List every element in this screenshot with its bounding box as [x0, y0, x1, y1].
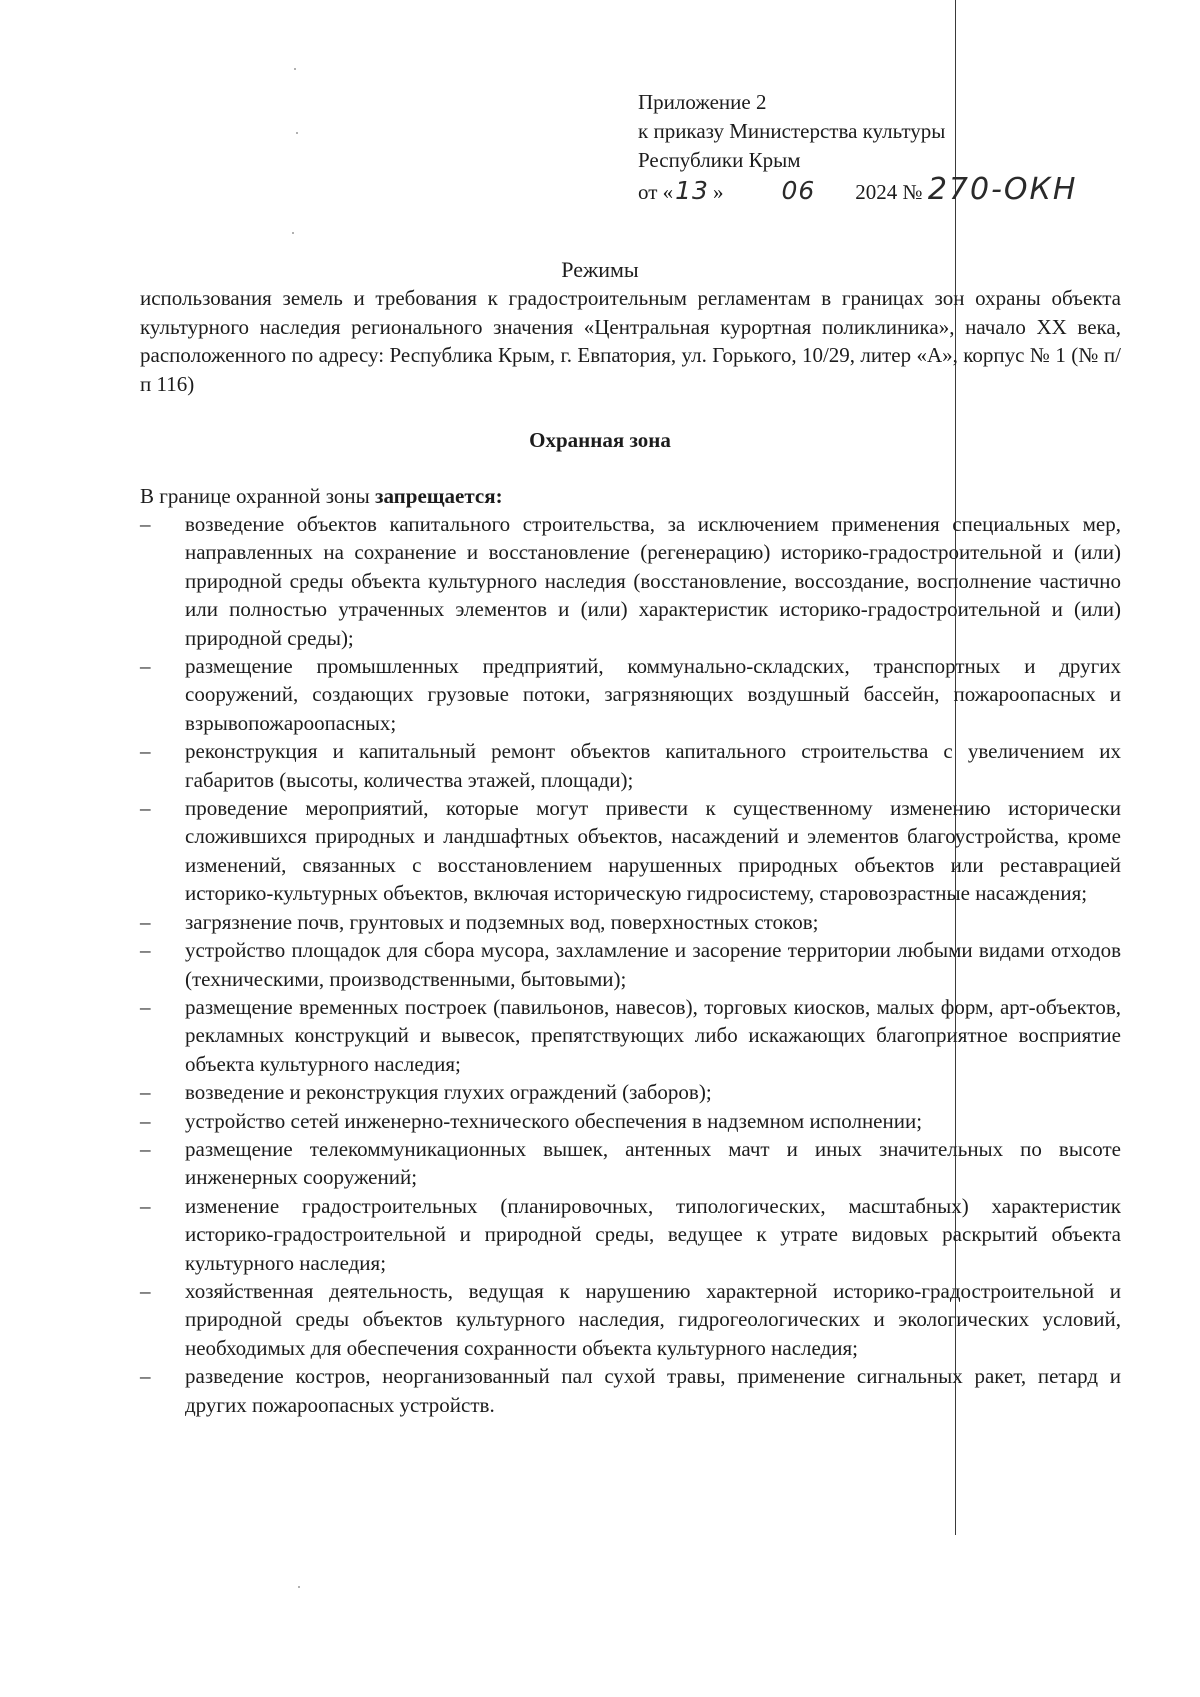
- list-item-text: изменение градостроительных (планировочных, типологических, масштабных) характеристик историко-градостроительной и природной среды, ведущее к утрате видовых раскрытий объекта культурного наследия;: [185, 1193, 1121, 1275]
- list-item: [140, 993, 1121, 1078]
- list-item-text: размещение временных построек (павильонов, навесов), торговых киосков, малых форм, арт-объектов, рекламных конструкций и вывесок, препятствующих либо искажающих благоприятное восприятие объекта культурного наследия;: [185, 994, 1121, 1076]
- list-item: [140, 652, 1121, 737]
- list-item: [140, 1107, 1121, 1135]
- lead-text: В границе охранной зоны: [140, 484, 376, 508]
- list-item-text: устройство сетей инженерно-технического обеспечения в надземном исполнении;: [185, 1108, 923, 1133]
- appendix-line-3: Республики Крым: [638, 148, 801, 172]
- appendix-line-1: Приложение 2: [638, 90, 767, 114]
- list-dash: –: [140, 739, 151, 764]
- list-item: [140, 1135, 1121, 1192]
- lead-bold: запрещается:: [375, 484, 503, 508]
- document-title: Режимы: [561, 257, 639, 282]
- appendix-line-2: к приказу Министерства культуры: [638, 119, 946, 143]
- scan-speck: [298, 1586, 300, 1588]
- list-item: [140, 1362, 1121, 1419]
- list-dash: –: [140, 796, 151, 821]
- year-and-number-label: 2024 №: [855, 180, 923, 204]
- list-item-text: возведение и реконструкция глухих ограждений (заборов);: [185, 1080, 712, 1105]
- list-dash: –: [140, 994, 151, 1019]
- list-dash: –: [140, 1193, 151, 1218]
- list-item: [140, 1277, 1121, 1362]
- list-item-text: размещение телекоммуникационных вышек, антенных мачт и иных значительных по высоте инженерных сооружений;: [185, 1136, 1121, 1190]
- list-item-text: возведение объектов капитального строительства, за исключением применения специальных мер, направленных на сохранение и восстановление (регенерацию) историко-градостроительной и (или) природной среды объекта культурного наследия (восстановление, воссоздание, восполнение частично или полностью утраченных элементов и (или) характеристик историко-градостроительной и (или) природной среды);: [185, 512, 1121, 650]
- list-dash: –: [140, 909, 151, 934]
- appendix-header: [638, 88, 1078, 207]
- list-dash: –: [140, 1108, 151, 1133]
- list-dash: –: [140, 1080, 151, 1105]
- list-item-text: размещение промышленных предприятий, коммунально-складских, транспортных и других сооружений, создающих грузовые потоки, загрязняющих воздушный бассейн, пожароопасных и взрывопожароопасных;: [185, 654, 1121, 735]
- list-item-text: реконструкция и капитальный ремонт объектов капитального строительства с увеличением их габаритов (высоты, количества этажей, площади);: [185, 739, 1121, 792]
- list-dash: –: [140, 1278, 151, 1303]
- order-date-line: [638, 172, 1078, 207]
- list-item: [140, 936, 1121, 993]
- date-close-quote: »: [712, 180, 724, 204]
- handwritten-day: 13: [675, 176, 709, 205]
- document-intro: использования земель и требования к градостроительным регламентам в границах зон охраны объекта культурного наследия регионального значения «Центральная курортная поликлиника», начало XX века, расположенного по адресу: Республика Крым, г. Евпатория, ул. Горького, 10/29, литер «А», корпус № 1 (№ п/п 116): [140, 286, 1121, 396]
- date-prefix: от «: [638, 180, 674, 204]
- prohibitions-lead: [140, 482, 503, 510]
- handwritten-order-number: 270-ОКН: [927, 172, 1078, 207]
- list-item: [140, 1078, 1121, 1106]
- list-item-text: проведение мероприятий, которые могут привести к существенному изменению исторически сложившихся природных и ландшафтных объектов, насаждений и элементов благоустройства, кроме изменений, связанных с восстановлением нарушенных природных объектов или реставрацией историко-культурных объектов, включая историческую гидросистему, старовозрастные насаждения;: [185, 796, 1121, 906]
- list-item-text: загрязнение почв, грунтовых и подземных вод, поверхностных стоков;: [185, 909, 819, 934]
- list-item-text: устройство площадок для сбора мусора, захламление и засорение территории любыми видами отходов (техническими, производственными, бытовыми);: [185, 938, 1121, 991]
- list-item-text: разведение костров, неорганизованный пал сухой травы, применение сигнальных ракет, петард и других пожароопасных устройств.: [185, 1364, 1121, 1417]
- list-item: [140, 908, 1121, 936]
- list-dash: –: [140, 1136, 151, 1161]
- section-heading: Охранная зона: [529, 428, 671, 452]
- prohibitions-list: [140, 510, 1121, 1419]
- list-dash: –: [140, 1364, 151, 1389]
- list-item: [140, 794, 1121, 908]
- scan-speck: [294, 68, 296, 70]
- list-dash: –: [140, 654, 151, 679]
- list-item: [140, 1192, 1121, 1277]
- list-dash: –: [140, 512, 151, 536]
- list-item: [140, 737, 1121, 794]
- list-dash: –: [140, 938, 151, 963]
- list-item: [140, 510, 1121, 652]
- handwritten-month: 06: [781, 176, 816, 205]
- list-item-text: хозяйственная деятельность, ведущая к нарушению характерной историко-градостроительной и природной среды объектов культурного наследия, гидрогеологических и экологических условий, необходимых для обеспечения сохранности объекта культурного наследия;: [185, 1278, 1121, 1360]
- scan-speck: [296, 132, 298, 134]
- scan-speck: [292, 232, 294, 234]
